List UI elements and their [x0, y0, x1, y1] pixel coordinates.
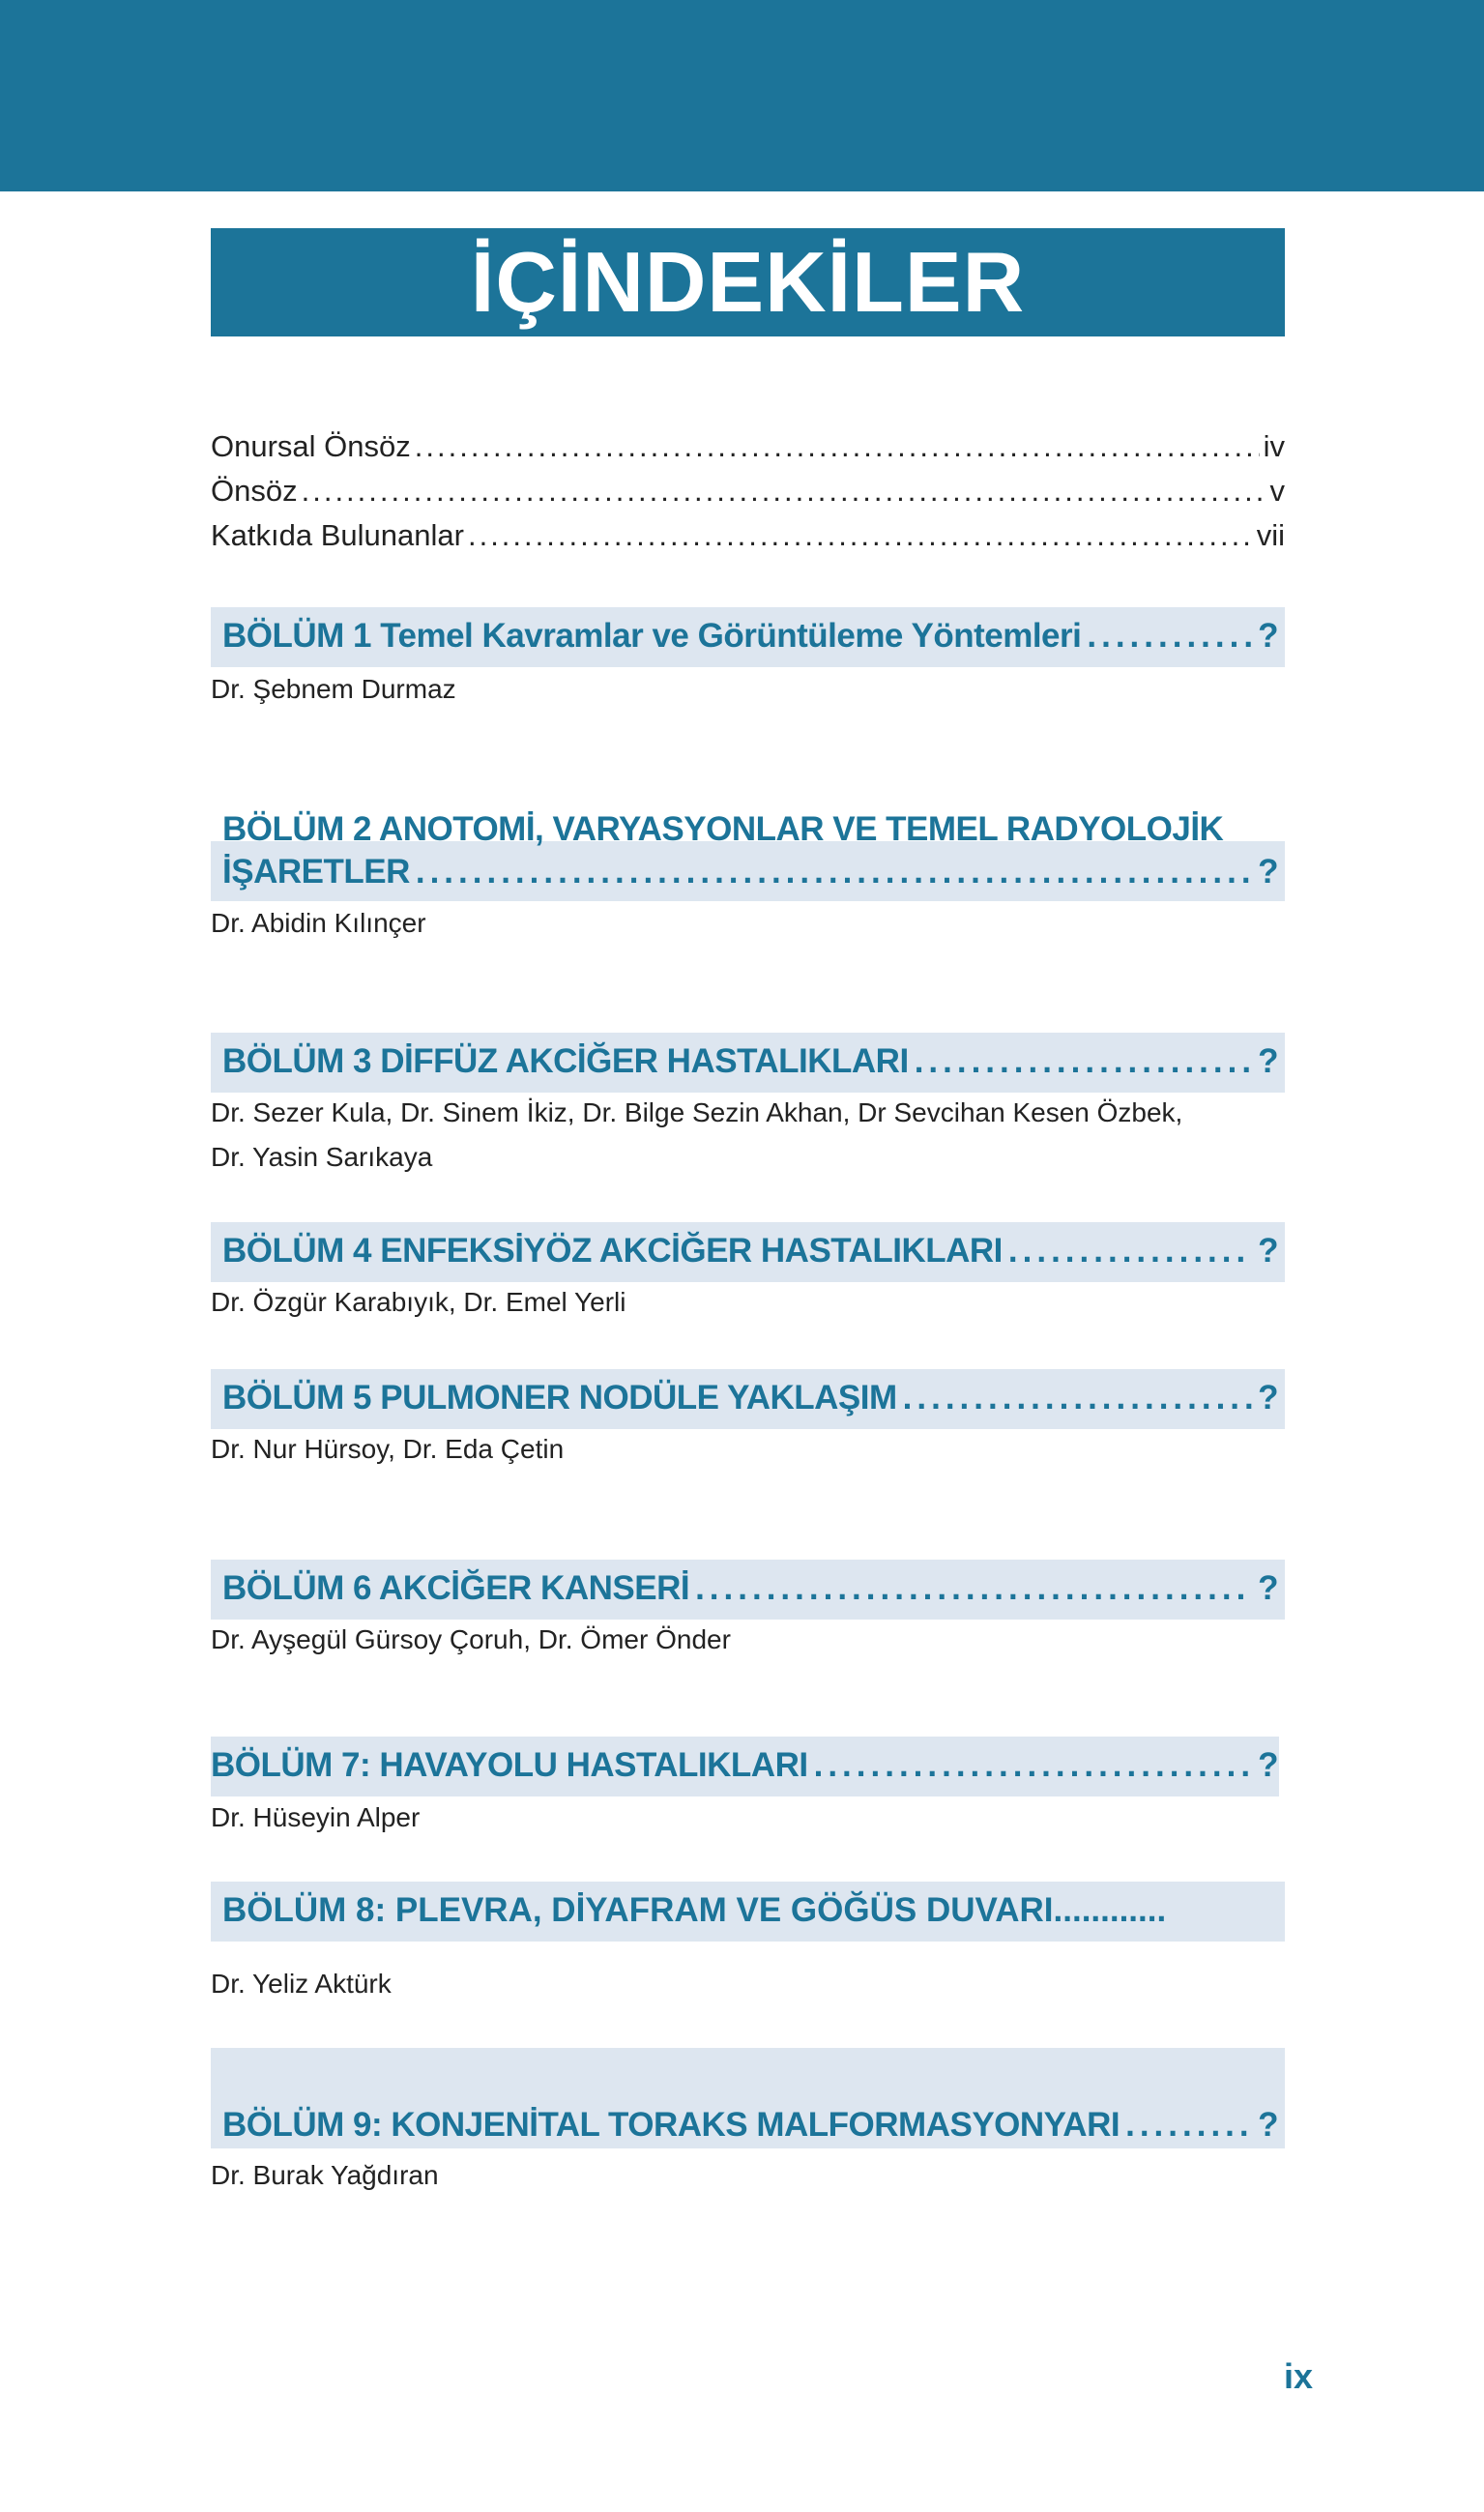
toc-entry-onursal-onsoz[interactable] [211, 429, 1285, 474]
toc-chapter-2[interactable] [222, 853, 1278, 891]
chapter-author: Dr. Özgür Karabıyık, Dr. Emel Yerli [211, 1287, 626, 1317]
chapter-author: Dr. Abidin Kılınçer [211, 908, 426, 938]
toc-entry-page: iv [1263, 429, 1285, 463]
toc-chapter-8[interactable] [222, 1891, 1278, 1930]
toc-chapter-5[interactable] [222, 1379, 1278, 1417]
chapter-heading: BÖLÜM 3 DİFFÜZ AKCİĞER HASTALIKLARI [222, 1042, 909, 1080]
toc-chapter-3[interactable] [222, 1042, 1278, 1081]
dot-leader [416, 853, 1252, 891]
toc-chapter-9[interactable] [222, 2106, 1278, 2145]
toc-entry-page: vii [1256, 518, 1285, 552]
chapter-heading: BÖLÜM 4 ENFEKSİYÖZ AKCİĞER HASTALIKLARI [222, 1232, 1003, 1270]
header-band [0, 0, 1484, 191]
title-bar [211, 228, 1285, 336]
chapter-author: Dr. Sezer Kula, Dr. Sinem İkiz, Dr. Bilge Sezin Akhan, Dr Sevcihan Kesen Özbek, [211, 1097, 1183, 1127]
chapter-heading: İŞARETLER [222, 853, 410, 891]
chapter-page: ? [1258, 617, 1278, 655]
toc-entry-label: Onursal Önsöz [211, 429, 411, 463]
toc-entry-label: Önsöz [211, 474, 298, 508]
chapter-page: ? [1258, 1042, 1278, 1080]
chapter-page: ? [1258, 1746, 1278, 1784]
chapter-page: ? [1258, 1569, 1278, 1607]
chapter-author: Dr. Yeliz Aktürk [211, 1969, 392, 1999]
page-number: ix [1284, 2356, 1314, 2396]
dot-leader [1125, 2106, 1252, 2145]
toc-chapter-2-line1[interactable] [222, 810, 1278, 849]
dot-leader [903, 1379, 1252, 1417]
toc-chapter-4[interactable] [222, 1232, 1278, 1271]
chapter-heading: BÖLÜM 7: HAVAYOLU HASTALIKLARI [211, 1746, 808, 1784]
dot-leader [1087, 617, 1252, 656]
chapter-author: Dr. Şebnem Durmaz [211, 674, 456, 704]
chapter-heading: BÖLÜM 6 AKCİĞER KANSERİ [222, 1569, 690, 1607]
chapter-author: Dr. Ayşegül Gürsoy Çoruh, Dr. Ömer Önder [211, 1624, 731, 1654]
chapter-author: Dr. Nur Hürsoy, Dr. Eda Çetin [211, 1434, 565, 1464]
dot-leader [415, 429, 1260, 464]
chapter-heading: BÖLÜM 1 Temel Kavramlar ve Görüntüleme Yöntemleri [222, 617, 1082, 655]
chapter-heading: BÖLÜM 9: KONJENİTAL TORAKS MALFORMASYONYARI [222, 2106, 1120, 2144]
toc-entry-label: Katkıda Bulunanlar [211, 518, 464, 552]
chapter-heading: BÖLÜM 8: PLEVRA, DİYAFRAM VE GÖĞÜS DUVARI............ [222, 1891, 1167, 1929]
toc-entry-onsoz[interactable] [211, 474, 1285, 518]
chapter-author: Dr. Hüseyin Alper [211, 1802, 421, 1832]
chapter-heading-line1: BÖLÜM 2 ANOTOMİ, VARYASYONLAR VE TEMEL RADYOLOJİK [222, 810, 1224, 848]
toc-chapter-1[interactable] [222, 617, 1278, 656]
dot-leader [915, 1042, 1252, 1081]
page-title: İÇİNDEKİLER [470, 234, 1026, 330]
chapter-page: ? [1258, 1379, 1278, 1417]
toc-chapter-6[interactable] [222, 1569, 1278, 1608]
chapter-heading: BÖLÜM 5 PULMONER NODÜLE YAKLAŞIM [222, 1379, 897, 1417]
chapter-author: Dr. Yasin Sarıkaya [211, 1142, 433, 1172]
toc-entry-katkida-bulunanlar[interactable] [211, 518, 1285, 563]
dot-leader [814, 1746, 1253, 1785]
toc-chapter-7[interactable] [211, 1746, 1278, 1785]
toc-entry-page: v [1269, 474, 1285, 508]
chapter-page: ? [1258, 853, 1278, 891]
dot-leader [695, 1569, 1252, 1608]
dot-leader [302, 474, 1266, 509]
chapter-page: ? [1258, 2106, 1278, 2144]
dot-leader [1008, 1232, 1252, 1271]
dot-leader [468, 518, 1253, 553]
chapter-page: ? [1258, 1232, 1278, 1270]
chapter-author: Dr. Burak Yağdıran [211, 2160, 439, 2190]
